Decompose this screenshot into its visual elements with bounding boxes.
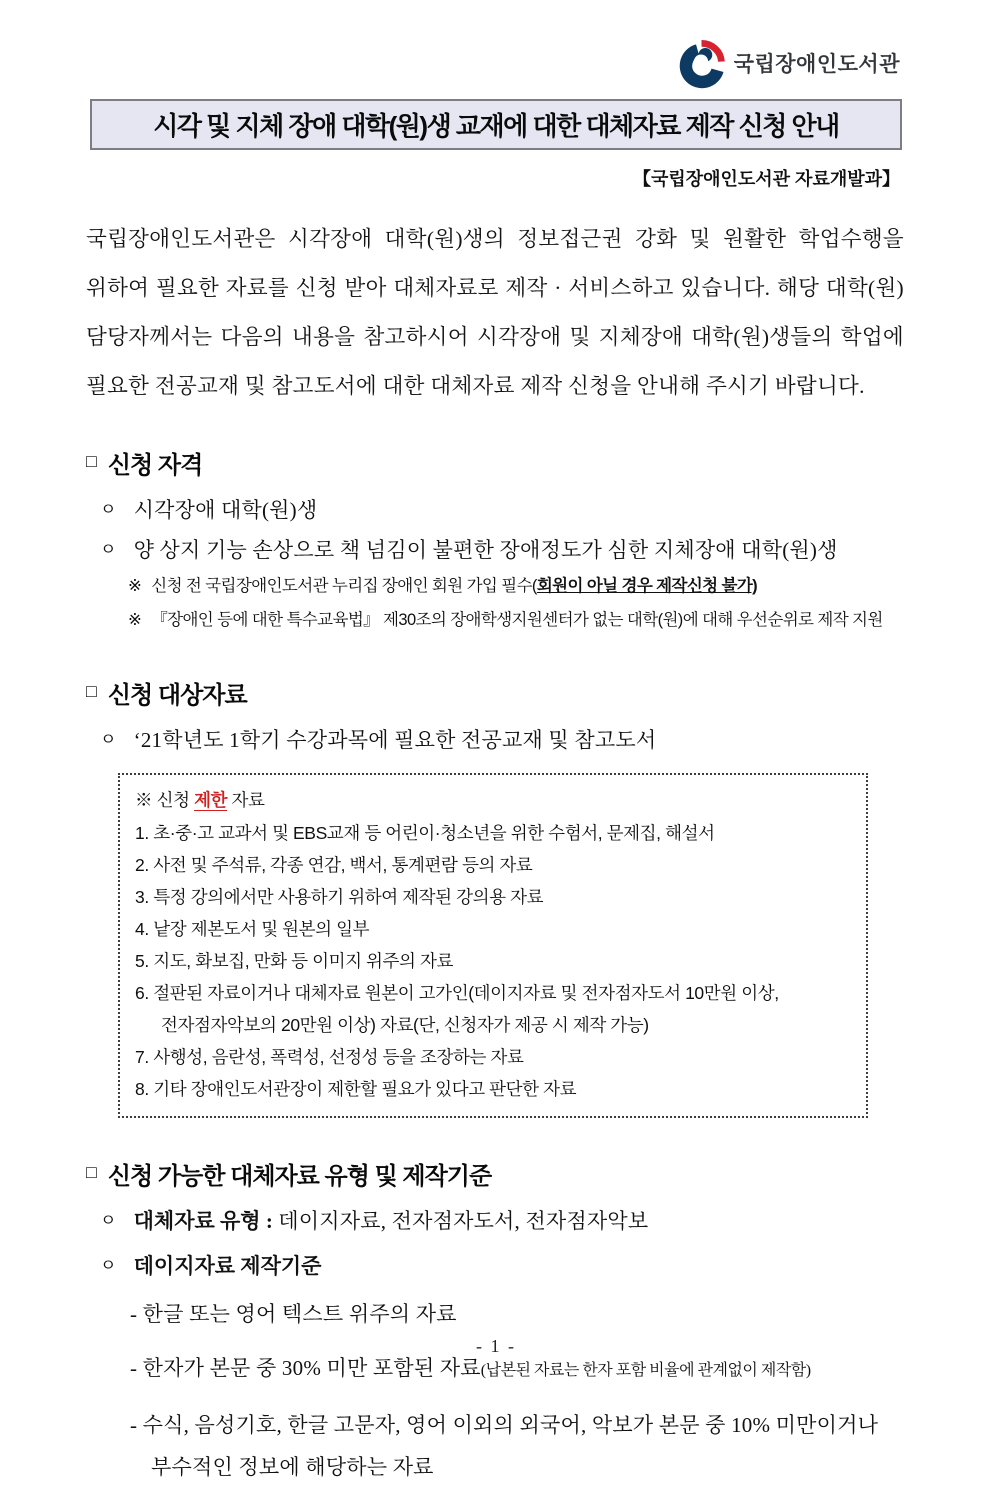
intro-paragraph: 국립장애인도서관은 시각장애 대학(원)생의 정보접근권 강화 및 원활한 학업수행을 위하여 필요한 자료를 신청 받아 대체자료로 제작 · 서비스하고 있습니다. 해당 대학(원) 담당자께서는 다음의 내용을 참고하시어 시각장애 및 지체장애 대학(원)생들의 학업에 필요한 전공교재 및 참고도서에 대한 대체자료 제작 신청을 안내해 주시기 바랍니다. <box>86 227 904 398</box>
criteria-text: 한자가 본문 중 30% 미만 포함된 자료 <box>142 1356 481 1380</box>
note-text: 『장애인 등에 대한 특수교육법』 제30조의 장애학생지원센터가 없는 대학(원)에 대해 우선순위로 제작 지원 <box>151 611 883 629</box>
restriction-item: 8. 기타 장애인도서관장이 제한할 필요가 있다고 판단한 자료 <box>135 1079 577 1099</box>
note-asterisk-icon: ※ <box>135 790 153 810</box>
restriction-item: 4. 낱장 제본도서 및 원본의 일부 <box>135 919 370 939</box>
square-bullet-icon: □ <box>86 1162 96 1182</box>
note-text <box>151 574 757 599</box>
circle-bullet-icon: ㅇ <box>100 730 117 749</box>
types-item-text <box>134 1206 649 1236</box>
criteria-text: 수식, 음성기호, 한글 고문자, 영어 이외의 외국어, 악보가 본문 중 10% 미만이거나 부수적인 정보에 해당하는 자료 <box>142 1413 879 1479</box>
qualification-note <box>128 574 932 599</box>
square-bullet-icon: □ <box>86 681 96 701</box>
criteria-dash-item <box>114 1293 922 1335</box>
note-asterisk-icon: ※ <box>128 611 142 629</box>
daisy-criteria-item <box>100 1251 922 1281</box>
dash-bullet-icon: - <box>130 1413 138 1437</box>
note-asterisk-icon: ※ <box>128 577 142 595</box>
section-title-qualification <box>86 445 992 480</box>
daisy-criteria-label: 데이지자료 제작기준 <box>133 1254 322 1278</box>
logo-text: 국립장애인도서관 <box>733 53 900 76</box>
gov-emblem-icon <box>679 40 725 86</box>
types-item <box>100 1206 922 1236</box>
circle-bullet-icon: ㅇ <box>100 540 117 559</box>
qualification-item-text: 양 상지 기능 손상으로 책 넘김이 불편한 장애정도가 심한 지체장애 대학(원)생 <box>133 538 838 562</box>
circle-bullet-icon: ㅇ <box>100 1256 117 1275</box>
department-label: 【국립장애인도서관 자료개발과】 <box>632 169 900 189</box>
circle-bullet-icon: ㅇ <box>100 1211 117 1230</box>
dash-bullet-icon: - <box>130 1356 138 1380</box>
section-label: 신청 가능한 대체자료 유형 및 제작기준 <box>107 1163 492 1190</box>
restriction-item: 2. 사전 및 주석류, 각종 연감, 백서, 통계편람 등의 자료 <box>135 855 533 875</box>
section-label: 신청 자격 <box>107 452 203 479</box>
qualification-note <box>128 608 932 633</box>
restriction-item: 3. 특정 강의에서만 사용하기 위하여 제작된 강의용 자료 <box>135 887 544 907</box>
restriction-item: 1. 초·중·고 교과서 및 EBS교재 등 어린이·청소년을 위한 수험서, 문제집, 해설서 <box>135 823 715 843</box>
note-text-emphasis: 회원이 아닐 경우 제작신청 불가) <box>536 577 758 595</box>
criteria-text: 한글 또는 영어 텍스트 위주의 자료 <box>142 1302 457 1326</box>
qualification-item-text: 시각장애 대학(원)생 <box>133 498 318 522</box>
title-banner <box>90 99 902 150</box>
circle-bullet-icon: ㅇ <box>100 500 117 519</box>
types-item-label: 대체자료 유형 : <box>133 1209 273 1233</box>
target-item <box>100 725 922 755</box>
section-label: 신청 대상자료 <box>107 682 247 709</box>
note-text-prefix: 신청 전 국립장애인도서관 누리집 장애인 회원 가입 필수( <box>151 577 537 595</box>
restriction-box-header <box>135 784 852 816</box>
qualification-item <box>100 535 922 565</box>
qualification-item <box>100 495 922 525</box>
header-logo <box>0 0 992 86</box>
restriction-head-emphasis: 제한 <box>194 790 228 810</box>
restriction-item: 5. 지도, 화보집, 만화 등 이미지 위주의 자료 <box>135 951 454 971</box>
types-item-value: 데이지자료, 전자점자도서, 전자점자악보 <box>278 1209 649 1233</box>
page-title: 시각 및 지체 장애 대학(원)생 교재에 대한 대체자료 제작 신청 안내 <box>153 111 839 141</box>
restriction-item: 6. 절판된 자료이거나 대체자료 원본이 고가인(데이지자료 및 전자점자도서 10만원 이상, 전자점자악보의 20만원 이상) 자료(단, 신청자가 제공 시 제작 가능) <box>135 983 779 1035</box>
restriction-box <box>118 773 868 1118</box>
section-title-target <box>86 675 992 710</box>
criteria-dash-item <box>114 1404 902 1488</box>
target-item-text: ‘21학년도 1학기 수강과목에 필요한 전공교재 및 참고도서 <box>133 728 657 752</box>
restriction-head-suffix: 자료 <box>227 790 265 810</box>
section-title-types <box>86 1156 992 1191</box>
dash-bullet-icon: - <box>130 1302 138 1326</box>
restriction-head-prefix: 신청 <box>156 790 195 810</box>
restriction-item: 7. 사행성, 음란성, 폭력성, 선정성 등을 조장하는 자료 <box>135 1047 524 1067</box>
criteria-text-small: (납본된 자료는 한자 포함 비율에 관계없이 제작함) <box>480 1362 811 1379</box>
page-number: - 1 - <box>476 1336 516 1356</box>
square-bullet-icon: □ <box>86 451 96 471</box>
